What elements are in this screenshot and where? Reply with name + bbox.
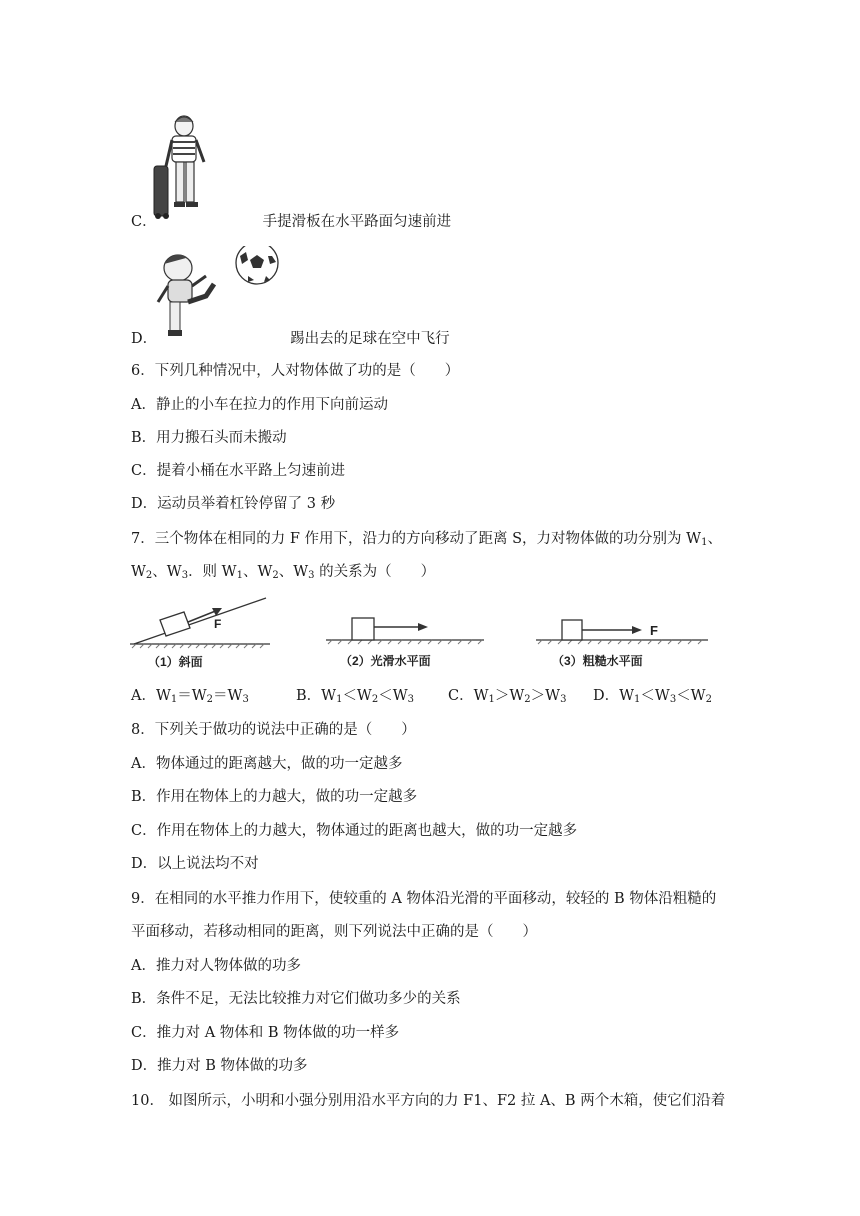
q7-figure-rough-surface (536, 612, 710, 670)
q6-option-a: A．静止的小车在拉力的作用下向前运动 (131, 397, 388, 413)
q7-fig3-force-label: F (650, 623, 658, 638)
boy-carrying-skateboard-illustration (150, 112, 216, 220)
q8-option-c: C．作用在物体上的力越大，物体通过的距离也越大，做的功一定越多 (131, 823, 578, 839)
q8-option-d: D．以上说法均不对 (131, 856, 259, 872)
q9-option-b: B．条件不足，无法比较推力对它们做功多少的关系 (131, 991, 461, 1007)
q7-figure-incline (130, 596, 270, 670)
q7-fig3-label: （3）粗糙水平面 (552, 654, 643, 668)
q6-option-c: C．提着小桶在水平路上匀速前进 (131, 463, 346, 479)
q5-option-d (131, 330, 450, 348)
q6-option-d: D．运动员举着杠铃停留了 3 秒 (131, 496, 336, 512)
q6-stem: 6．下列几种情况中，人对物体做了功的是（ ） (131, 363, 460, 379)
q8-option-a: A．物体通过的距离越大，做的功一定越多 (131, 756, 403, 772)
q5-d-text: 踢出去的足球在空中飞行 (290, 331, 450, 347)
q7-fig1-force-label: F (214, 617, 222, 631)
q6-option-b: B．用力搬石头而未搬动 (131, 430, 287, 446)
q7-option-d: D．$W_1<W_3<W_2$ (593, 688, 712, 705)
q5-c-letter: C． (131, 214, 157, 230)
q5-c-text: 手提滑板在水平路面匀速前进 (262, 214, 452, 230)
q7-stem-line2: $W_2$、$W_3$．则 $W_1$、$W_2$、$W_3$ 的关系为（ ） (131, 564, 436, 581)
q8-stem: 8．下列关于做功的说法中正确的是（ ） (131, 722, 416, 738)
q7-option-a: A．$W_1=W_2=W_3$ (131, 688, 249, 705)
q7-stem-line1: 7．三个物体在相同的力 F 作用下，沿力的方向移动了距离 S，力对物体做的功分别为 $W_1$、 (131, 531, 722, 548)
q9-stem-line1: 9．在相同的水平推力作用下，使较重的 A 物体沿光滑的平面移动，较轻的 B 物体沿粗糙的 (131, 891, 717, 907)
q7-fig1-label: （1）斜面 (148, 655, 203, 669)
boy-kicking-football-illustration (152, 246, 282, 342)
q8-option-b: B．作用在物体上的力越大，做的功一定越多 (131, 789, 418, 805)
q5-d-letter: D． (131, 331, 158, 347)
q10-stem-line1: 10． 如图所示，小明和小强分别用沿水平方向的力 F1、F2 拉 A、B 两个木箱，使它们沿着 (131, 1093, 726, 1109)
q7-option-b: B．$W_1<W_2<W_3$ (296, 688, 414, 705)
q9-stem-line2: 平面移动，若移动相同的距离，则下列说法中正确的是（ ） (131, 924, 537, 940)
q7-fig2-label: （2）光滑水平面 (340, 654, 431, 668)
q5-option-c (131, 213, 451, 231)
q9-option-c: C．推力对 A 物体和 B 物体做的功一样多 (131, 1025, 400, 1041)
q7-option-c: C．$W_1>W_2>W_3$ (448, 688, 567, 705)
q9-option-a: A．推力对人物体做的功多 (131, 958, 301, 974)
q9-option-d: D．推力对 B 物体做的功多 (131, 1058, 308, 1074)
q7-figure-smooth-surface (326, 612, 484, 670)
